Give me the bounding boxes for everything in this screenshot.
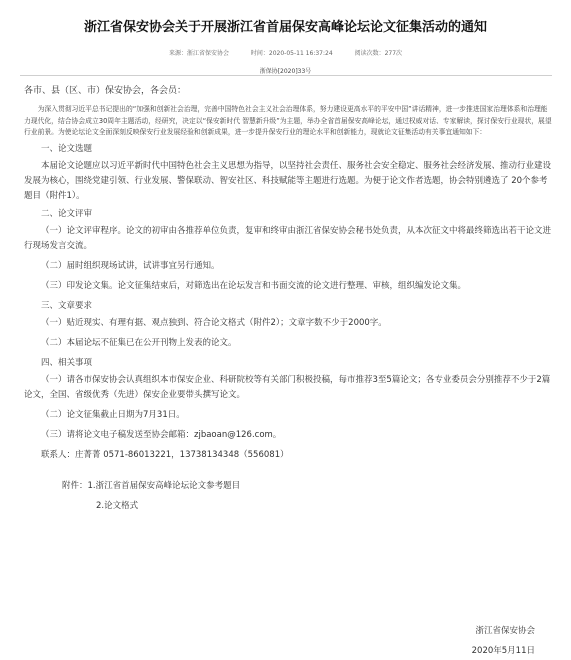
source-label: 来源：浙江省保安协会 <box>168 50 229 57</box>
attachment-2: 2.论文格式 <box>96 500 139 511</box>
article-meta <box>0 48 571 57</box>
signature-date: 2020年5月11日 <box>471 646 535 656</box>
section-2-item-3: （三）印发论文集。论文征集结束后，对筛选出在论坛发言和书面交流的论文进行整理、审核，组织编发论文集。 <box>41 280 467 291</box>
section-4-item-2: （二）论文征集截止日期为7月31日。 <box>41 409 185 420</box>
view-count: 阅读次数：277次 <box>354 50 403 57</box>
section-2-item-1: （一）论文评审程序。论文的初审由各推荐单位负责，复审和终审由浙江省保安协会秘书处负责，从本次征文中将最终筛选出若干论文进行现场发言交流。 <box>24 225 552 251</box>
contact-info: 联系人：庄菁菁 0571-86013221，13738134348（556081） <box>41 449 289 460</box>
section-4-title: 四、相关事项 <box>41 357 93 368</box>
section-1-title: 一、论文选题 <box>41 143 93 154</box>
section-1-text: 本届论文论题应以习近平新时代中国特色社会主义思想为指导，以坚持社会责任、服务社会安全稳定、服务社会经济发展、推动行业建设发展为核心，围绕党建引领、行业发展、警保联动、智安社区、科技赋能等主题进行选题。为便于论文作者选题，协会特别遴选了 20个参考题目（附件1）。 <box>24 160 552 201</box>
intro-paragraph: 为深入贯彻习近平总书记提出的“加强和创新社会治理，完善中国特色社会主义社会治理体系，努力建设更高水平的平安中国”讲话精神，进一步推进国家治理体系和治理能力现代化，结合协会成立30周年主题活动，经研究，决定以“保安新时代 智慧新升级”为主题，举办全省首届保安高峰论坛，通过权威对话、专家解读，探讨保安行业现状，展望行业前景。为使论坛论文全面深刻反映保安行业发展经验和创新成果，进一步提升保安行业的理论水平和创新能力，现就论文征集活动有关事宜通知如下： <box>24 105 552 137</box>
section-3-item-1: （一）贴近现实、有理有据、观点独到、符合论文格式（附件2）；文章字数不少于2000字。 <box>41 317 387 328</box>
attachment-1: 附件：1.浙江省首届保安高峰论坛论文参考题目 <box>62 480 241 491</box>
section-4-item-1: （一）请各市保安协会认真组织本市保安企业、科研院校等有关部门积极投稿，每市推荐3至5篇论文；各专业委员会分别推荐不少于2篇论文，全国、省级优秀（先进）保安企业要带头撰写论文。 <box>24 374 551 400</box>
signature-org: 浙江省保安协会 <box>475 626 535 636</box>
greeting: 各市、县（区、市）保安协会，各会员： <box>24 86 187 96</box>
section-2-item-2: （二）届时组织现场试讲，试讲事宜另行通知。 <box>41 260 220 271</box>
section-3-title: 三、文章要求 <box>41 300 93 311</box>
page-title: 浙江省保安协会关于开展浙江省首届保安高峰论坛论文征集活动的通知 <box>83 20 487 35</box>
section-2-title: 二、论文评审 <box>41 208 93 219</box>
section-4-item-3: （三）请将论文电子稿发送至协会邮箱：zjbaoan@126.com。 <box>41 429 282 440</box>
section-3-item-2: （二）本届论坛不征集已在公开刊物上发表的论文。 <box>41 337 237 348</box>
header-divider <box>20 75 552 76</box>
document-number: 浙保协[2020]33号 <box>259 68 312 75</box>
publish-time: 时间：2020-05-11 16:37:24 <box>250 50 333 57</box>
article-body <box>24 84 552 514</box>
